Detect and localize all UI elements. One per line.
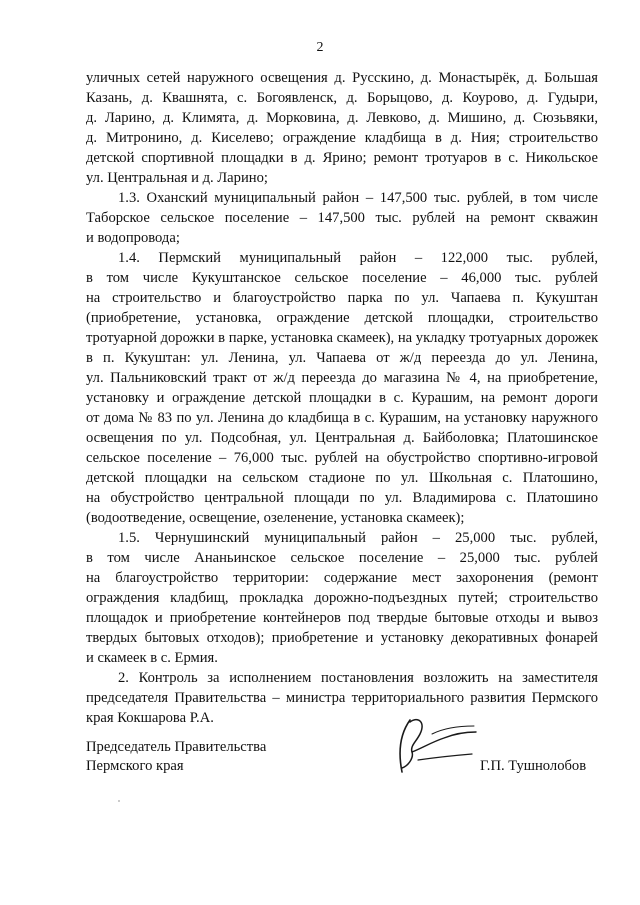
text-line: края Кокшарова Р.А.: [86, 710, 214, 726]
text-line: Таборское сельское поселение – 147,500 тыс. рублей на ремонт скважин: [86, 210, 598, 226]
text-line: 1.5. Чернушинский муниципальный район – 25,000 тыс. рублей,: [118, 530, 598, 546]
text-line: (приобретение, установка, ограждение детской площадки, строительство: [86, 310, 598, 326]
scan-speck: [118, 800, 120, 802]
text-line: и водопровода;: [86, 230, 180, 246]
handwritten-signature: [388, 712, 480, 782]
text-line: ул. Центральная и д. Ларино;: [86, 170, 268, 186]
text-line: детской площадки на сельском стадионе по ул. Школьная с. Платошино,: [86, 470, 598, 486]
text-line: тротуарной дорожки в парке, установка скамеек), на укладку тротуарных дорожек: [86, 330, 599, 346]
text-line: уличных сетей наружного освещения д. Русскино, д. Монастырёк, д. Большая: [86, 70, 598, 86]
text-line: 1.3. Оханский муниципальный район – 147,500 тыс. рублей, в том числе: [118, 190, 598, 206]
text-line: на обустройство центральной площади по ул. Владимирова с. Платошино: [86, 490, 598, 506]
text-line: сельское поселение – 76,000 тыс. рублей на обустройство спортивно-игровой: [86, 450, 598, 466]
text-line: в том числе Кукуштанское сельское поселение – 46,000 тыс. рублей: [86, 270, 598, 286]
signatory-title-line: Пермского края: [86, 758, 184, 774]
text-line: площадок и приобретение контейнеров под твердые бытовые отходы и вывоз: [86, 610, 598, 626]
text-line: д. Митронино, д. Киселево; ограждение кладбища в д. Ния; строительство: [86, 130, 598, 146]
page-number: 2: [316, 40, 324, 55]
text-line: на строительство и благоустройство парка по ул. Чапаева п. Кукуштан: [86, 290, 598, 306]
text-line: установку и ограждение детской площадки в с. Курашим, на ремонт дороги: [86, 390, 598, 406]
signatory-name: Г.П. Тушнолобов: [480, 758, 587, 774]
text-line: Казань, д. Квашнята, с. Богоявленск, д. Борыцово, д. Коурово, д. Гудыри,: [86, 90, 598, 106]
text-line: председателя Правительства – министра территориального развития Пермского: [86, 690, 598, 706]
text-line: в п. Кукуштан: ул. Ленина, ул. Чапаева от ж/д переезда до ул. Ленина,: [86, 350, 598, 366]
signatory-title-line: Председатель Правительства: [86, 739, 267, 755]
text-line: (водоотведение, освещение, озеленение, установка скамеек);: [86, 510, 465, 526]
text-line: ул. Пальниковский тракт от ж/д переезда до магазина № 4, на приобретение,: [86, 370, 598, 386]
text-line: ограждения кладбищ, прокладка дорожно-подъездных путей; строительство: [86, 590, 598, 606]
text-line: твердых бытовых отходов); приобретение и установку декоративных фонарей: [86, 630, 598, 646]
signatory-title: [86, 738, 266, 776]
text-line: и скамеек в с. Ермия.: [86, 650, 218, 666]
text-line: д. Ларино, д. Климята, д. Морковина, д. Левково, д. Мишино, д. Сюзьвяки,: [86, 110, 598, 126]
text-line: детской спортивной площадки в д. Ярино; ремонт тротуаров в с. Никольское: [86, 150, 598, 166]
text-line: освещения по ул. Подсобная, ул. Центральная д. Байболовка; Платошинское: [86, 430, 598, 446]
text-line: 2. Контроль за исполнением постановления возложить на заместителя: [118, 670, 598, 686]
text-line: 1.4. Пермский муниципальный район – 122,000 тыс. рублей,: [118, 250, 598, 266]
text-line: на благоустройство территории: содержание мест захоронения (ремонт: [86, 570, 598, 586]
text-line: в том числе Ананьинское сельское поселение – 25,000 тыс. рублей: [86, 550, 598, 566]
text-line: от дома № 83 по ул. Ленина до кладбища в с. Курашим, на установку наружного: [86, 410, 598, 426]
